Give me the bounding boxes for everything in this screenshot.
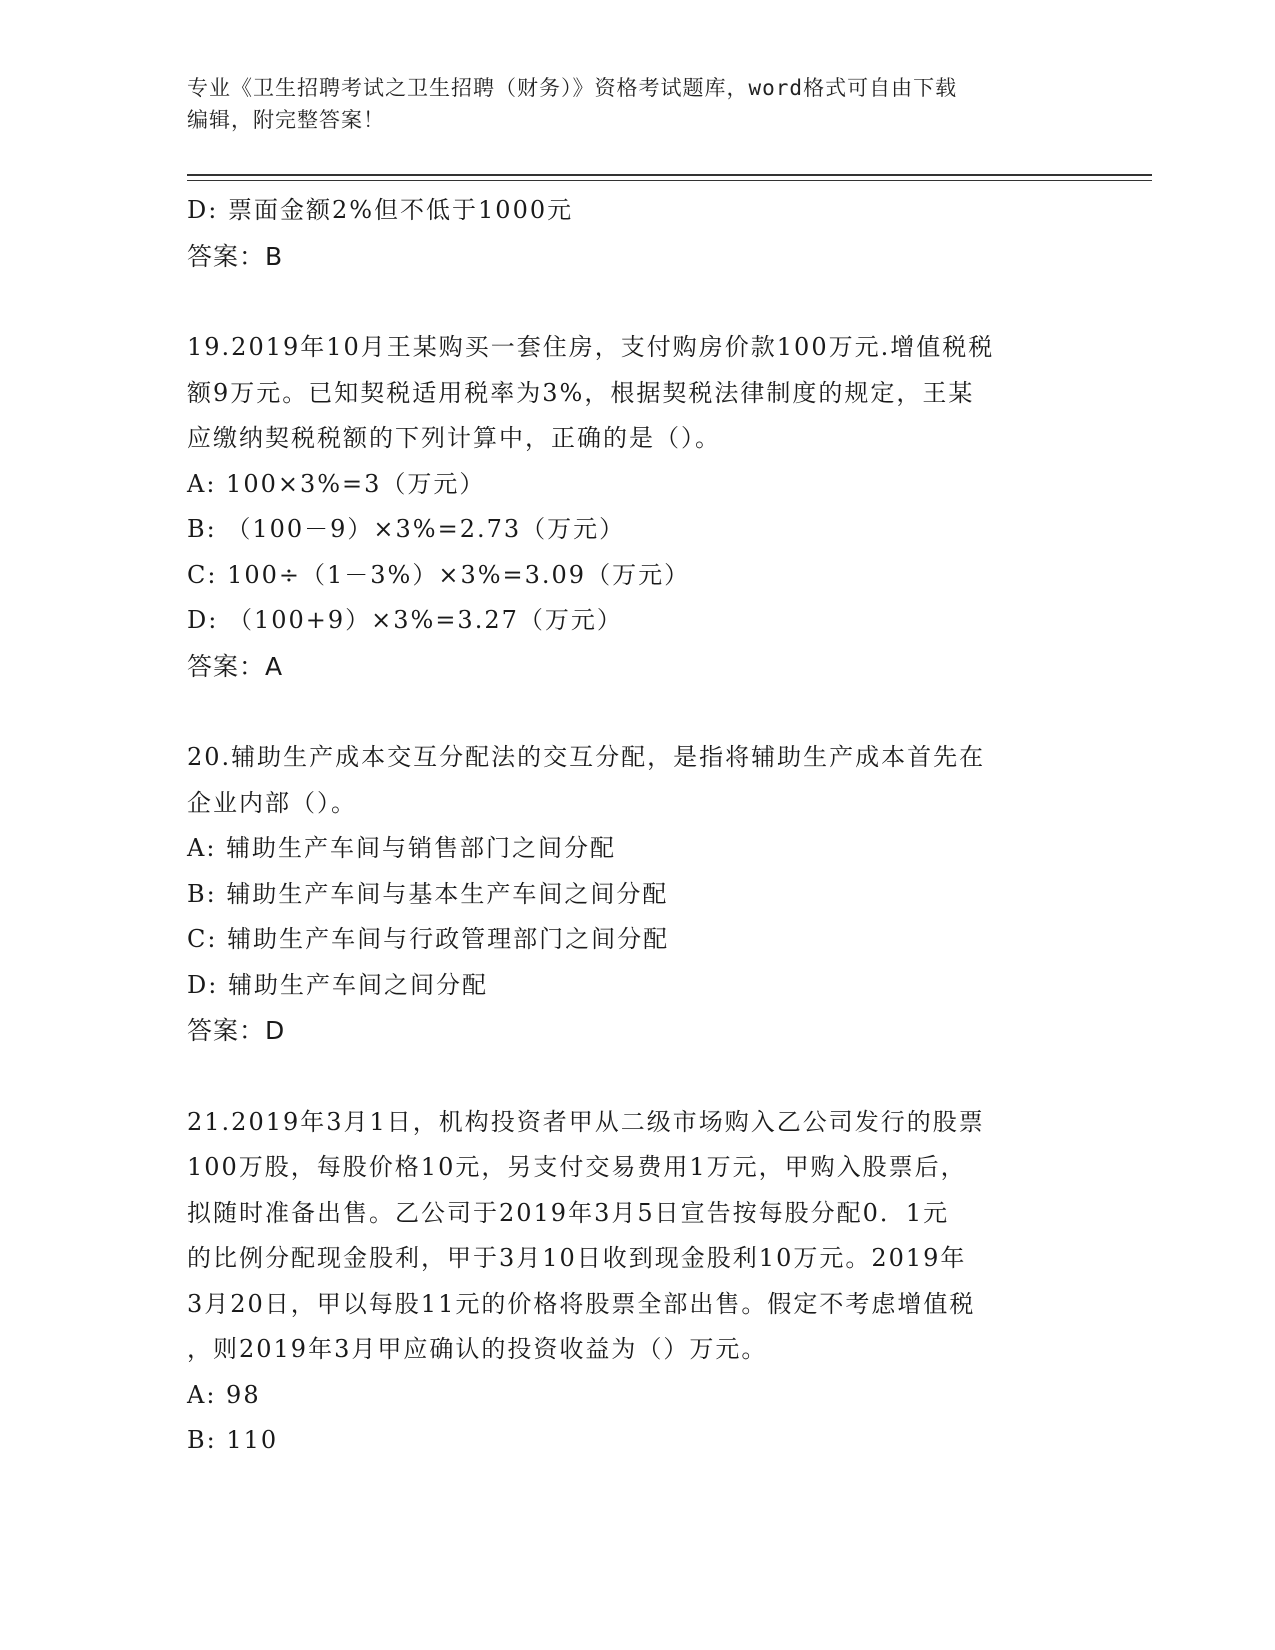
option-c: C: 辅助生产车间与行政管理部门之间分配 [187, 925, 670, 953]
answer-label: 答案：D [187, 1016, 286, 1045]
question-text-line: 企业内部（）。 [187, 788, 357, 817]
option-c: C: 100÷（1－3%）×3%=3.09（万元） [187, 560, 691, 589]
question-18-tail [187, 188, 1087, 279]
option-d: D: 票面金额2%但不低于1000元 [187, 196, 574, 224]
header-title-line: 编辑，附完整答案！ [187, 108, 385, 132]
answer-label: 答案：B [187, 241, 284, 271]
question-text-line: 3月20日，甲以每股11元的价格将股票全部出售。假定不考虑增值税 [187, 1289, 976, 1318]
option-a: A: 100×3%=3（万元） [187, 469, 486, 498]
question-20 [187, 735, 1087, 1054]
question-text-line: 的比例分配现金股利，甲于3月10日收到现金股利10万元。2019年 [187, 1244, 967, 1272]
question-text-line: ，则2019年3月甲应确认的投资收益为（）万元。 [187, 1335, 768, 1363]
header-divider-thin [187, 180, 1152, 181]
spacer [187, 1054, 1087, 1100]
question-text-line: 21.2019年3月1日，机构投资者甲从二级市场购入乙公司发行的股票 [187, 1107, 985, 1136]
question-text-line: 100万股，每股价格10元，另支付交易费用1万元，甲购入股票后， [187, 1153, 967, 1181]
option-b: B: 辅助生产车间与基本生产车间之间分配 [187, 879, 669, 908]
header-title-line: 专业《卫生招聘考试之卫生招聘（财务）》资格考试题库，word格式可自由下载 [187, 76, 958, 100]
option-b: B: （100－9）×3%=2.73（万元） [187, 515, 626, 543]
question-text-line: 20.辅助生产成本交互分配法的交互分配，是指将辅助生产成本首先在 [187, 743, 986, 771]
question-text-line: 拟随时准备出售。乙公司于2019年3月5日宣告按每股分配0．1元 [187, 1198, 950, 1227]
spacer [187, 279, 1087, 325]
spacer [187, 689, 1087, 735]
question-21 [187, 1100, 1087, 1464]
header-divider-thick [187, 174, 1152, 176]
option-d: D: （100+9）×3%=3.27（万元） [187, 606, 623, 634]
answer-label: 答案：A [187, 651, 284, 681]
question-text-line: 应缴纳契税税额的下列计算中，正确的是（）。 [187, 424, 721, 452]
option-b: B: 110 [187, 1426, 279, 1454]
option-a: A: 辅助生产车间与销售部门之间分配 [187, 834, 617, 862]
option-a: A: 98 [187, 1380, 261, 1409]
document-header [187, 72, 1067, 136]
question-text-line: 额9万元。已知契税适用税率为3%，根据契税法律制度的规定，王某 [187, 378, 975, 407]
question-19 [187, 325, 1087, 689]
option-d: D: 辅助生产车间之间分配 [187, 970, 488, 999]
question-list [187, 188, 1087, 1464]
question-text-line: 19.2019年10月王某购买一套住房，支付购房价款100万元.增值税税 [187, 333, 995, 361]
